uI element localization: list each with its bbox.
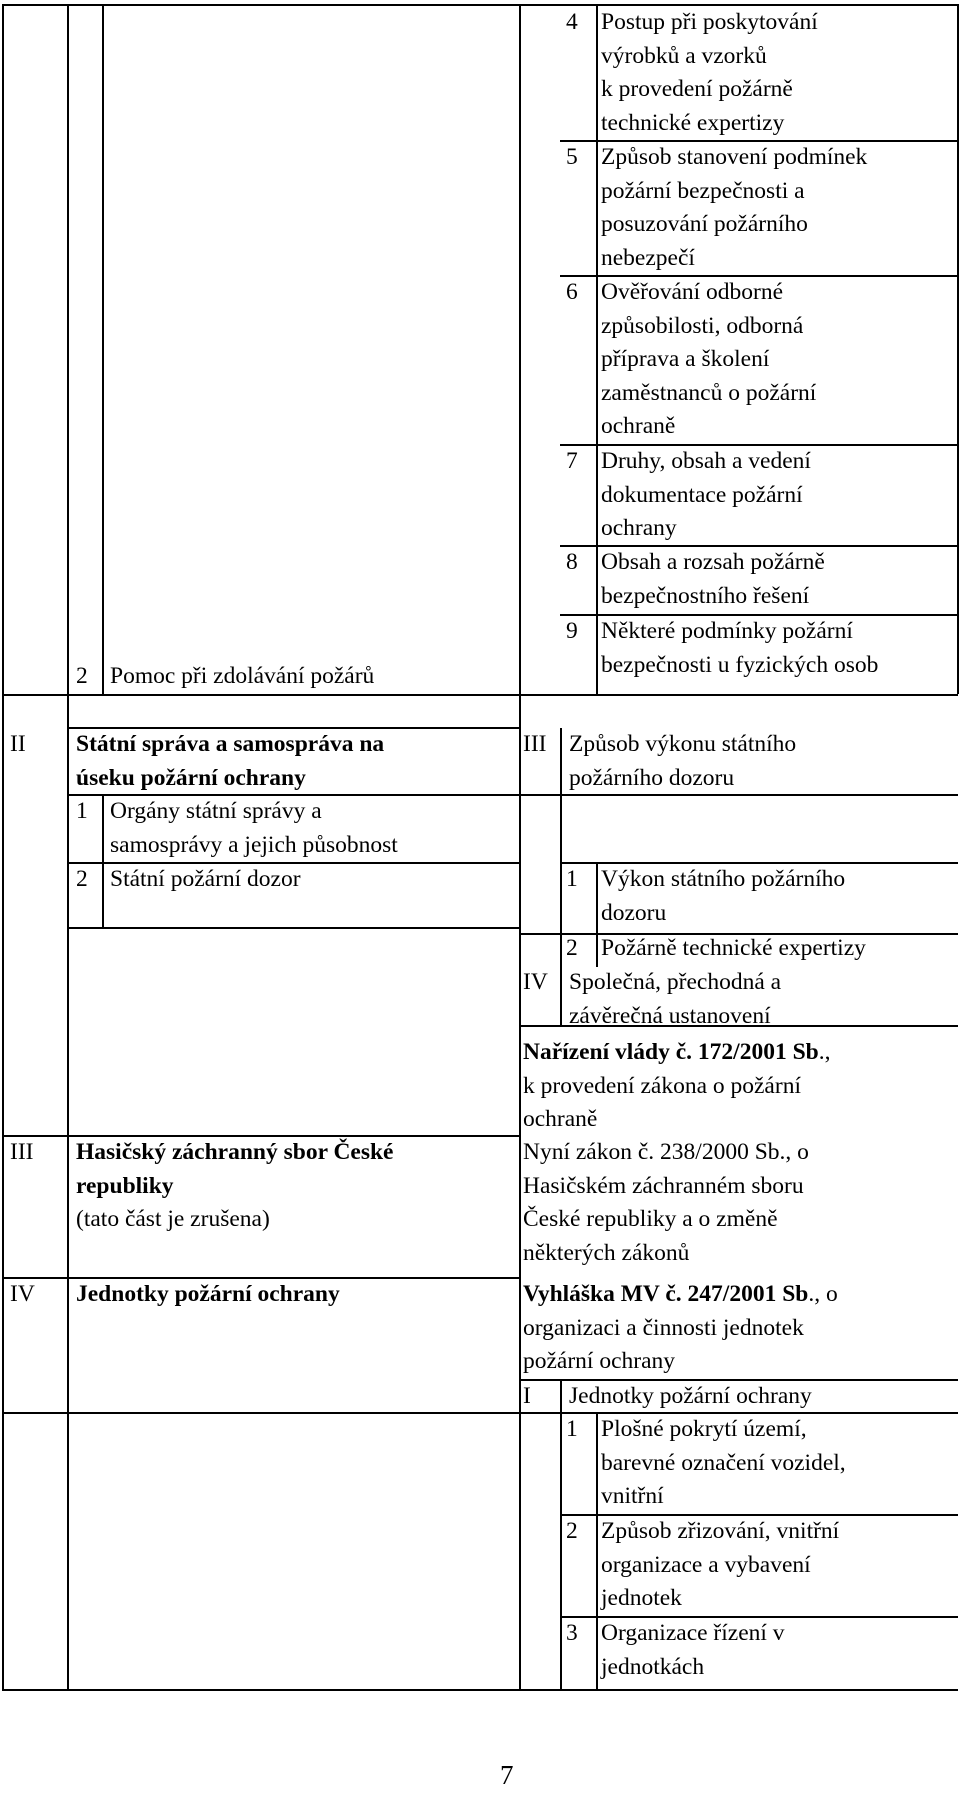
left-num-divider-2	[102, 794, 104, 927]
left-item-2-pomoc-num: 2	[76, 663, 88, 689]
right-item-6-text: Ověřování odborné způsobilosti, odborná příprava a školení zaměstnanců o požární ochraně	[601, 279, 817, 439]
part-III-note: (tato část je zrušena)	[76, 1206, 270, 1232]
right-item-8-num: 8	[566, 549, 578, 575]
table-border-mid	[519, 4, 521, 1690]
right-item-5-text: Způsob stanovení podmínek požární bezpečnosti a posuzování požárního nebezpečí	[601, 144, 868, 271]
left-item-1-organy-num: 1	[76, 798, 88, 824]
right-item-7-text: Druhy, obsah a vedení dokumentace požární ochrany	[601, 448, 811, 541]
nariz-bold: Nařízení vlády č. 172/2001 Sb	[523, 1039, 819, 1065]
right-row-sep-6	[519, 694, 958, 696]
right-part-I-roman: I	[523, 1383, 531, 1409]
part-IV-title: Jednotky požární ochrany	[76, 1281, 340, 1307]
right-III-item-2-text: Požárně technické expertizy	[601, 935, 866, 961]
right-part-I-text: Jednotky požární ochrany	[569, 1383, 812, 1409]
right-num-divider	[596, 4, 598, 694]
right-part-III-text: Způsob výkonu státního požárního dozoru	[569, 731, 797, 791]
right-item-9-num: 9	[566, 618, 578, 644]
right-roman-divider-2	[560, 1379, 562, 1690]
right-I-item-1-text: Plošné pokrytí území, barevné označení vozidel, vnitřní	[601, 1416, 846, 1509]
right-item-6-num: 6	[566, 279, 578, 305]
left-num-divider	[102, 4, 104, 694]
nariz-block	[523, 1036, 830, 1137]
right-III-item-1-text: Výkon státního požárního dozoru	[601, 866, 846, 926]
right-num-divider-3	[596, 1412, 598, 1690]
left-item-2-dozor-num: 2	[76, 866, 88, 892]
table-border-right	[957, 4, 959, 694]
right-item-4-text: Postup při poskytování výrobků a vzorků k provedení požárně technické expertizy	[601, 9, 818, 136]
nariz-rest: ., k provedení zákona o požární ochraně	[523, 1039, 831, 1132]
part-II-title: Státní správa a samospráva na úseku požární ochrany	[76, 731, 385, 791]
right-I-item-2-text: Způsob zřizování, vnitřní organizace a vybavení jednotek	[601, 1518, 840, 1611]
page-number: 7	[500, 1760, 514, 1790]
right-III-item-2-num: 2	[566, 935, 578, 961]
right-part-IV-roman: IV	[523, 969, 548, 995]
zakon-text: Nyní zákon č. 238/2000 Sb., o Hasičském záchranném sboru České republiky a o změně některých zákonů	[523, 1139, 809, 1266]
left-item-2-pomoc-label: Pomoc při zdolávání požárů	[110, 663, 375, 689]
part-III-roman: III	[10, 1139, 34, 1165]
left-item-1-organy-label: Orgány státní správy a samosprávy a jejich působnost	[110, 798, 398, 858]
left-row-sep-8	[2, 1412, 519, 1414]
right-I-item-3-num: 3	[566, 1620, 578, 1646]
left-col-divider	[67, 4, 69, 1690]
vyhl-block	[523, 1278, 838, 1379]
left-row-sep-1	[2, 694, 519, 696]
right-I-item-2-num: 2	[566, 1518, 578, 1544]
part-IV-roman: IV	[10, 1281, 35, 1307]
right-item-4-num: 4	[566, 9, 578, 35]
right-item-8-text: Obsah a rozsah požárně bezpečnostního řešení	[601, 549, 825, 609]
vyhl-rest: ., o organizaci a činnosti jednotek požární ochrany	[523, 1281, 838, 1374]
part-III-title: Hasičský záchranný sbor České republiky	[76, 1139, 394, 1199]
left-row-sep-5	[67, 927, 519, 929]
right-III-item-1-num: 1	[566, 866, 578, 892]
right-num-divider-2	[596, 862, 598, 967]
table-border-bottom	[2, 1689, 958, 1691]
right-part-IV-text: Společná, přechodná a závěrečná ustanovení	[569, 969, 782, 1029]
left-item-2-dozor-label: Státní požární dozor	[110, 866, 301, 892]
right-I-item-3-text: Organizace řízení v jednotkách	[601, 1620, 785, 1680]
right-part-III-roman: III	[523, 731, 547, 757]
table-border-left	[2, 4, 4, 1690]
part-II-roman: II	[10, 731, 26, 757]
right-I-item-1-num: 1	[566, 1416, 578, 1442]
vyhl-bold: Vyhláška MV č. 247/2001 Sb	[523, 1281, 809, 1307]
right-roman-divider	[560, 728, 562, 1025]
right-item-5-num: 5	[566, 144, 578, 170]
right-item-7-num: 7	[566, 448, 578, 474]
right-item-9-text: Některé podmínky požární bezpečnosti u fyzických osob	[601, 618, 879, 678]
